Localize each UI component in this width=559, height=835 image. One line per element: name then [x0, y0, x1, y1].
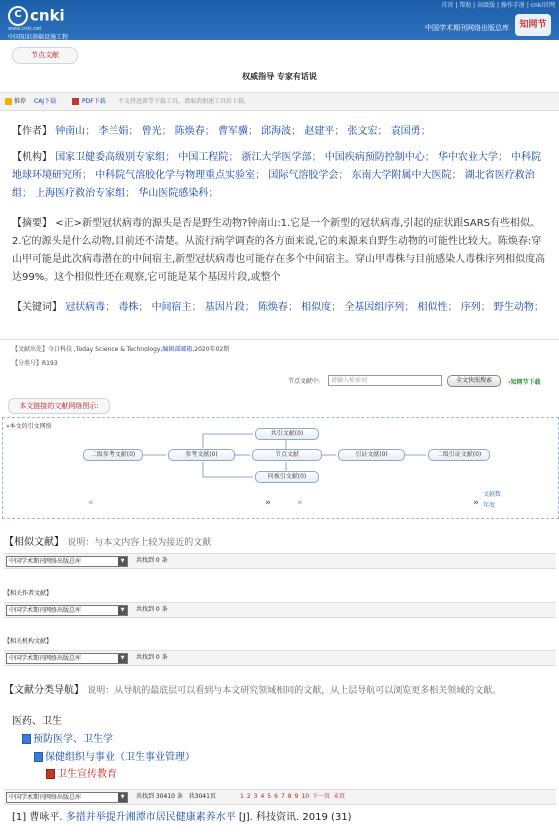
page-number-link[interactable]: 2: [246, 793, 251, 800]
classnav-header: 【文献分类导航】 说明：从导航的最底层可以看到与本文研究领域相同的文献，从上层导航可以浏览更多相关领域的文献。: [4, 685, 502, 696]
chevron-down-icon: ▼: [118, 793, 127, 802]
org-link[interactable]: 湖北省医疗救治组: [12, 170, 535, 199]
node-search-input[interactable]: 请输入检索词: [328, 375, 442, 386]
download-node-link[interactable]: ›知网节下载: [508, 379, 541, 386]
keyword-link[interactable]: 相似度: [301, 302, 332, 313]
citation-network: [2, 417, 559, 519]
author-link[interactable]: 张文宏: [347, 126, 378, 137]
author-link[interactable]: 钟南山: [55, 126, 86, 137]
book-icon: [46, 769, 55, 779]
node-references[interactable]: 参考文献(0): [168, 449, 235, 461]
org-link[interactable]: 国家卫健委高级别专家组: [55, 152, 166, 163]
page-number-link[interactable]: 8: [287, 793, 292, 800]
org-link[interactable]: 浙江大学医学部: [241, 152, 312, 163]
site-header: [0, 0, 559, 40]
classnav-db-select[interactable]: 中国学术期刊网络出版总库 ▼: [6, 792, 128, 803]
page-number-link[interactable]: 9: [294, 793, 299, 800]
divider: [0, 339, 559, 340]
org-link[interactable]: 上海医疗救治专家组: [35, 188, 126, 199]
related-orgs-db-select[interactable]: 中国学术期刊网络出版总库 ▼: [6, 653, 128, 664]
keyword-link[interactable]: 相似性: [417, 302, 448, 313]
author-link[interactable]: 曾光: [141, 126, 162, 137]
classnav-db-row: [4, 789, 556, 805]
org-link[interactable]: 中科院气溶胶化学与物理重点实验室: [95, 170, 256, 181]
recommend-icon: [5, 98, 12, 105]
nav-next-icon[interactable]: »: [265, 498, 271, 508]
similar-header: 【相似文献】 说明：与本文内容上较为接近的文献: [4, 537, 212, 548]
author-link[interactable]: 邱海波: [261, 126, 292, 137]
site-title: 中国学术期刊网络出版总库: [425, 24, 509, 32]
class-level-3[interactable]: 卫生宣传教育: [46, 768, 117, 782]
caj-download-link[interactable]: CAJ下载: [34, 98, 57, 105]
org-list[interactable]: 国家卫健委高级别专家组； 中国工程院； 浙江大学医学部； 中国疾病预防控制中心； 华中农业大学； 中科院地球环境研究所； 中科院气溶胶化学与物理重点实验室； 国际气溶胶学会； 东南大学附属中大医院； 湖北省医疗救治组； 上海医疗救治专家组； 华山医院感染科；: [12, 152, 542, 199]
zhiwangjie-badge: 知网节: [515, 14, 551, 36]
org-link[interactable]: 中国工程院: [178, 152, 229, 163]
recommend-label: 推荐: [5, 93, 26, 110]
related-orgs-header: 【相关机构文献】: [4, 638, 53, 645]
fulltext-search-button[interactable]: 全文快照搜索: [447, 375, 501, 387]
chevron-down-icon: ▼: [118, 606, 127, 615]
legend-count: 文献数: [483, 491, 502, 498]
last-page-link[interactable]: 末页: [333, 793, 346, 800]
page-number-link[interactable]: 3: [253, 793, 258, 800]
top-links[interactable]: 首页 | 帮助 | 高级版 | 操作手册 | cnki官网: [441, 2, 555, 9]
related-orgs-row: [4, 650, 556, 666]
pdf-icon: [72, 93, 81, 110]
download-bar: [0, 92, 559, 111]
class-level-1[interactable]: 预防医学、卫生学: [22, 733, 113, 747]
node-current: 节点文献: [252, 449, 322, 461]
nav-next-icon-2[interactable]: »: [473, 498, 479, 508]
keyword-link[interactable]: 野生动物: [493, 302, 534, 313]
org-link[interactable]: 中科院地球环境研究所: [12, 152, 542, 181]
network-tab[interactable]: 本文链接的文献网络图示:: [8, 398, 110, 414]
page-number-link[interactable]: 4: [260, 793, 265, 800]
keyword-list[interactable]: 冠状病毒； 毒株； 中间宿主； 基因片段； 陈焕春； 相似度； 全基因组序列； 相似性； 序列； 野生动物；: [65, 302, 544, 313]
related-authors-count: 共找到 0 条: [136, 606, 168, 613]
keyword-link[interactable]: 中间宿主: [151, 302, 192, 313]
classnav-count: 共找到 30410 条 共3041页: [136, 793, 216, 800]
result-item: [1] 曹咏平. 多措并举提升湘潭市居民健康素养水平 [J]. 科技资讯. 2019 (31): [12, 812, 352, 823]
keyword-link[interactable]: 序列: [460, 302, 481, 313]
keyword-link[interactable]: 基因片段: [204, 302, 245, 313]
author-list[interactable]: 钟南山； 李兰娟； 曾光； 陈焕春； 曹军骥； 邱海波； 赵建平； 张文宏； 袁国勇；: [55, 126, 431, 137]
pagination[interactable]: [240, 792, 348, 802]
authors-row: 【作者】 钟南山； 李兰娟； 曾光； 陈焕春； 曹军骥； 邱海波； 赵建平； 张文宏； 袁国勇；: [12, 126, 431, 137]
nav-prev-icon[interactable]: «: [88, 498, 94, 508]
keyword-link[interactable]: 全基因组序列: [344, 302, 405, 313]
author-link[interactable]: 赵建平: [304, 126, 335, 137]
org-link[interactable]: 东南大学附属中大医院: [351, 170, 452, 181]
node-citing[interactable]: 引证文献(0): [338, 449, 405, 461]
org-link[interactable]: 国际气溶胶学会: [268, 170, 339, 181]
logo-mark-icon: C: [8, 6, 28, 26]
related-orgs-count: 共找到 0 条: [136, 654, 168, 661]
author-link[interactable]: 李兰娟: [98, 126, 129, 137]
author-link[interactable]: 陈焕春: [174, 126, 205, 137]
logo-caption: 中国知识基础设施工程: [8, 34, 69, 41]
similar-db-select[interactable]: 中国学术期刊网络出版总库 ▼: [6, 556, 128, 567]
arrow-right-icon: ›: [508, 379, 511, 386]
page-number-link[interactable]: 5: [267, 793, 272, 800]
legend-year: 年度: [483, 502, 496, 509]
orgs-row: 【机构】 国家卫健委高级别专家组； 中国工程院； 浙江大学医学部； 中国疾病预防控制中心； 华中农业大学； 中科院地球环境研究所； 中科院气溶胶化学与物理重点实验室； 国际气溶胶学会； 东南大学附属中大医院； 湖北省医疗救治组； 上海医疗救治专家组； 华山医院感染科；: [12, 152, 542, 199]
article-title: 权威指导 专家有话说: [242, 72, 317, 81]
similar-count: 共找到 0 条: [136, 557, 168, 564]
class-level-2[interactable]: 保健组织与事业（卫生事业管理）: [34, 751, 195, 765]
org-link[interactable]: 中国疾病预防控制中心: [324, 152, 425, 163]
related-authors-row: [4, 602, 556, 618]
book-icon: [34, 752, 43, 762]
class-row: 【分类号】R193: [12, 360, 58, 367]
page-number-link[interactable]: 6: [274, 793, 278, 800]
logo-url: www.cnki.net: [8, 26, 42, 32]
related-authors-db-select[interactable]: 中国学术期刊网络出版总库 ▼: [6, 605, 128, 616]
cnki-logo[interactable]: [8, 6, 90, 41]
page-number-link[interactable]: 7: [280, 793, 285, 800]
related-authors-header: 【相关作者文献】: [4, 590, 53, 597]
page-number-link[interactable]: 1: [240, 793, 244, 800]
org-link[interactable]: 华山医院感染科: [138, 188, 209, 199]
keywords-row: 【关键词】 冠状病毒； 毒株； 中间宿主； 基因片段； 陈焕春； 相似度； 全基因组序列； 相似性； 序列； 野生动物；: [12, 302, 544, 313]
tab-node-literature[interactable]: 节点文献: [12, 47, 78, 64]
network-caption: »本文的引文网络: [6, 423, 52, 430]
chevron-down-icon: ▼: [118, 557, 127, 566]
org-link[interactable]: 华中农业大学: [437, 152, 498, 163]
keyword-link[interactable]: 毒株: [118, 302, 139, 313]
result-author: 曹咏平.: [29, 812, 63, 823]
node-search-row: [0, 374, 559, 390]
editor-email-link[interactable]: 编辑部邮箱: [162, 346, 193, 353]
book-icon: [22, 734, 31, 744]
keyword-link[interactable]: 冠状病毒: [65, 302, 106, 313]
author-link[interactable]: 袁国勇: [390, 126, 421, 137]
node-co-cited[interactable]: 共引文献(0): [255, 428, 319, 440]
abstract-text: <正>新型冠状病毒的源头是否是野生动物?钟南山:1.它是一个新型的冠状病毒,引起的症状跟SARS有些相似。2.它的源头是什么动物,目前还不清楚。从流行病学调查的各方面来说,它的来源来自野生动物的可能性比较大。陈焕春:穿山甲可能是此次病毒潜在的中间宿主,新型冠状病毒也可能存在多个中间宿主。穿山甲毒株与目前感染人毒株序列相似度高达99%。这个相似性还在观察,它可能是某个基因片段,或整个: [12, 218, 546, 283]
journal-name[interactable]: 今日科技 ,Today Science & Technology: [48, 346, 161, 353]
node-secondary-citing[interactable]: 二级引证文献(0): [428, 449, 490, 461]
nav-prev-icon-2[interactable]: «: [297, 498, 303, 508]
node-secondary-references[interactable]: 二级参考文献(0): [83, 449, 143, 461]
logo-text: C cnki: [8, 6, 90, 26]
page-number-link[interactable]: 10: [301, 793, 310, 800]
result-title-link[interactable]: 多措并举提升湘潭市居民健康素养水平: [65, 812, 236, 823]
result-journal: 科技资讯.: [256, 812, 300, 823]
class-number: R193: [42, 360, 58, 367]
source-row: 【文献出处】今日科技 ,Today Science & Technology,编辑部邮箱,2020年02期: [12, 346, 230, 353]
chevron-down-icon: ▼: [118, 654, 127, 663]
similar-db-row: [4, 553, 556, 569]
class-root[interactable]: 医药、卫生: [12, 716, 62, 727]
download-tip: 不支持迅雷等下载工具，请取消加速工具后下载。: [118, 98, 251, 105]
keyword-link[interactable]: 陈焕春: [257, 302, 288, 313]
node-co-citing[interactable]: 同被引文献(0): [255, 471, 319, 483]
author-link[interactable]: 曹军骥: [217, 126, 248, 137]
node-search-label: 节点文献中:: [288, 378, 321, 385]
pdf-download-link[interactable]: PDF下载: [82, 98, 106, 105]
next-page-link[interactable]: 下一页: [312, 793, 331, 800]
abstract-row: 【摘要】 <正>新型冠状病毒的源头是否是野生动物?钟南山:1.它是一个新型的冠状病毒,引起的症状跟SARS有些相似。2.它的源头是什么动物,目前还不清楚。从流行病学调查的各方面来说,它的来源来自野生动物的可能性比较大。陈焕春:穿山甲可能是此次病毒潜在的中间宿主,新型冠状病毒也可能存在多个中间宿主。穿山甲毒株与目前感染人毒株序列相似度高达99%。这个相似性还在观察,它可能是某个基因片段,或整个: [12, 218, 546, 283]
